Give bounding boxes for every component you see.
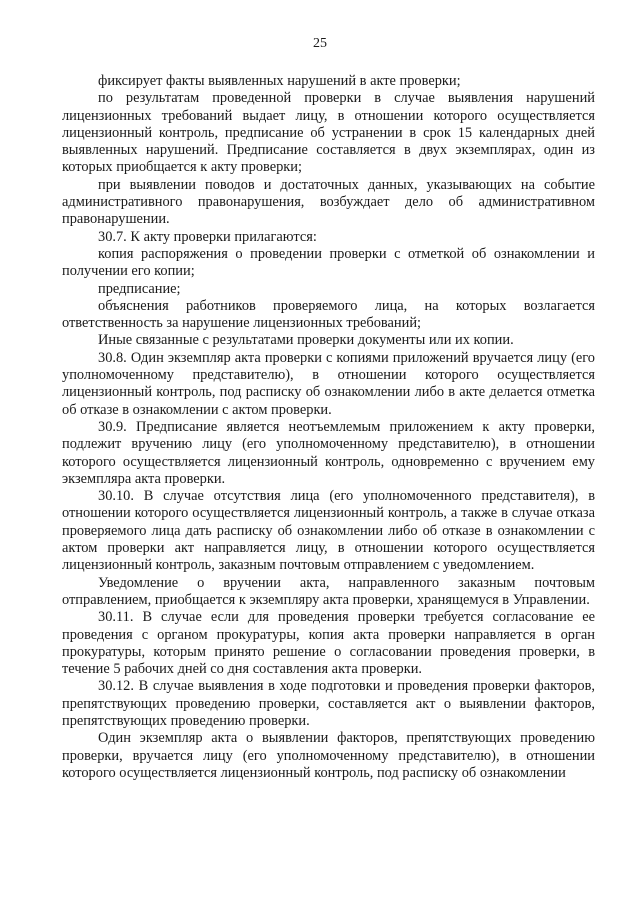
paragraph: объяснения работников проверяемого лица, на которых возлагается ответственность за нарушение лицензионных требований; [62,297,595,332]
paragraph: предписание; [98,280,181,297]
paragraph: по результатам проведенной проверки в случае выявления нарушений лицензионных требований выдает лицу, в отношении которого осуществляется лицензионный контроль, предписание об устранении в срок 15 календарных дней выявленных нарушений. Предписание составляется в двух экземплярах, один из которых приобщается к акту проверки; [62,90,595,176]
paragraph: Иные связанные с результатами проверки документы или их копии. [98,332,514,349]
paragraph: копия распоряжения о проведении проверки с отметкой об ознакомлении и получении его копии; [62,245,595,280]
page-number: 25 [313,36,327,51]
paragraph: Один экземпляр акта о выявлении факторов, препятствующих проведению проверки, вручается лицу (его уполномоченному представителю), в отношении которого осуществляется лицензионный контроль, под расписку об ознакомлении [62,730,595,781]
paragraph: 30.12. В случае выявления в ходе подготовки и проведения проверки факторов, препятствующих проведению проверки, составляется акт о выявлении факторов, препятствующих проведению проверки. [62,678,595,729]
paragraph: 30.11. В случае если для проведения проверки требуется согласование ее проведения с органом прокуратуры, копия акта проверки направляется в орган прокуратуры, которым принято решение о согласовании проведения проверки, в течение 5 рабочих дней со дня составления акта проверки. [62,609,595,678]
paragraph: 30.10. В случае отсутствия лица (его уполномоченного представителя), в отношении которого осуществляется лицензионный контроль, а также в случае отказа проверяемого лица дать расписку об ознакомлении либо об отказе в ознакомлении с актом проверки акт направляется лицу, в отношении которого осуществляется лицензионный контроль, заказным почтовым отправлением с уведомлением. [62,488,595,574]
section-heading: 30.7. К акту проверки прилагаются: [98,228,317,245]
paragraph: 30.9. Предписание является неотъемлемым приложением к акту проверки, подлежит вручению лицу (его уполномоченному представителю), в отношении которого осуществляется лицензионный контроль, одновременно с вручением ему экземпляра акта проверки. [62,418,595,487]
paragraph: при выявлении поводов и достаточных данных, указывающих на событие административного правонарушения, возбуждает дело об административном правонарушении. [62,176,595,228]
paragraph: Уведомление о вручении акта, направленного заказным почтовым отправлением, приобщается к экземпляру акта проверки, хранящемуся в Управлении. [62,574,595,608]
paragraph: 30.8. Один экземпляр акта проверки с копиями приложений вручается лицу (его уполномоченному представителю), в отношении которого осуществляется лицензионный контроль, под расписку об ознакомлении либо в акте делается отметка об отказе в ознакомлении с актом проверки. [62,349,595,418]
document-body [62,73,595,782]
paragraph: фиксирует факты выявленных нарушений в акте проверки; [98,73,461,89]
